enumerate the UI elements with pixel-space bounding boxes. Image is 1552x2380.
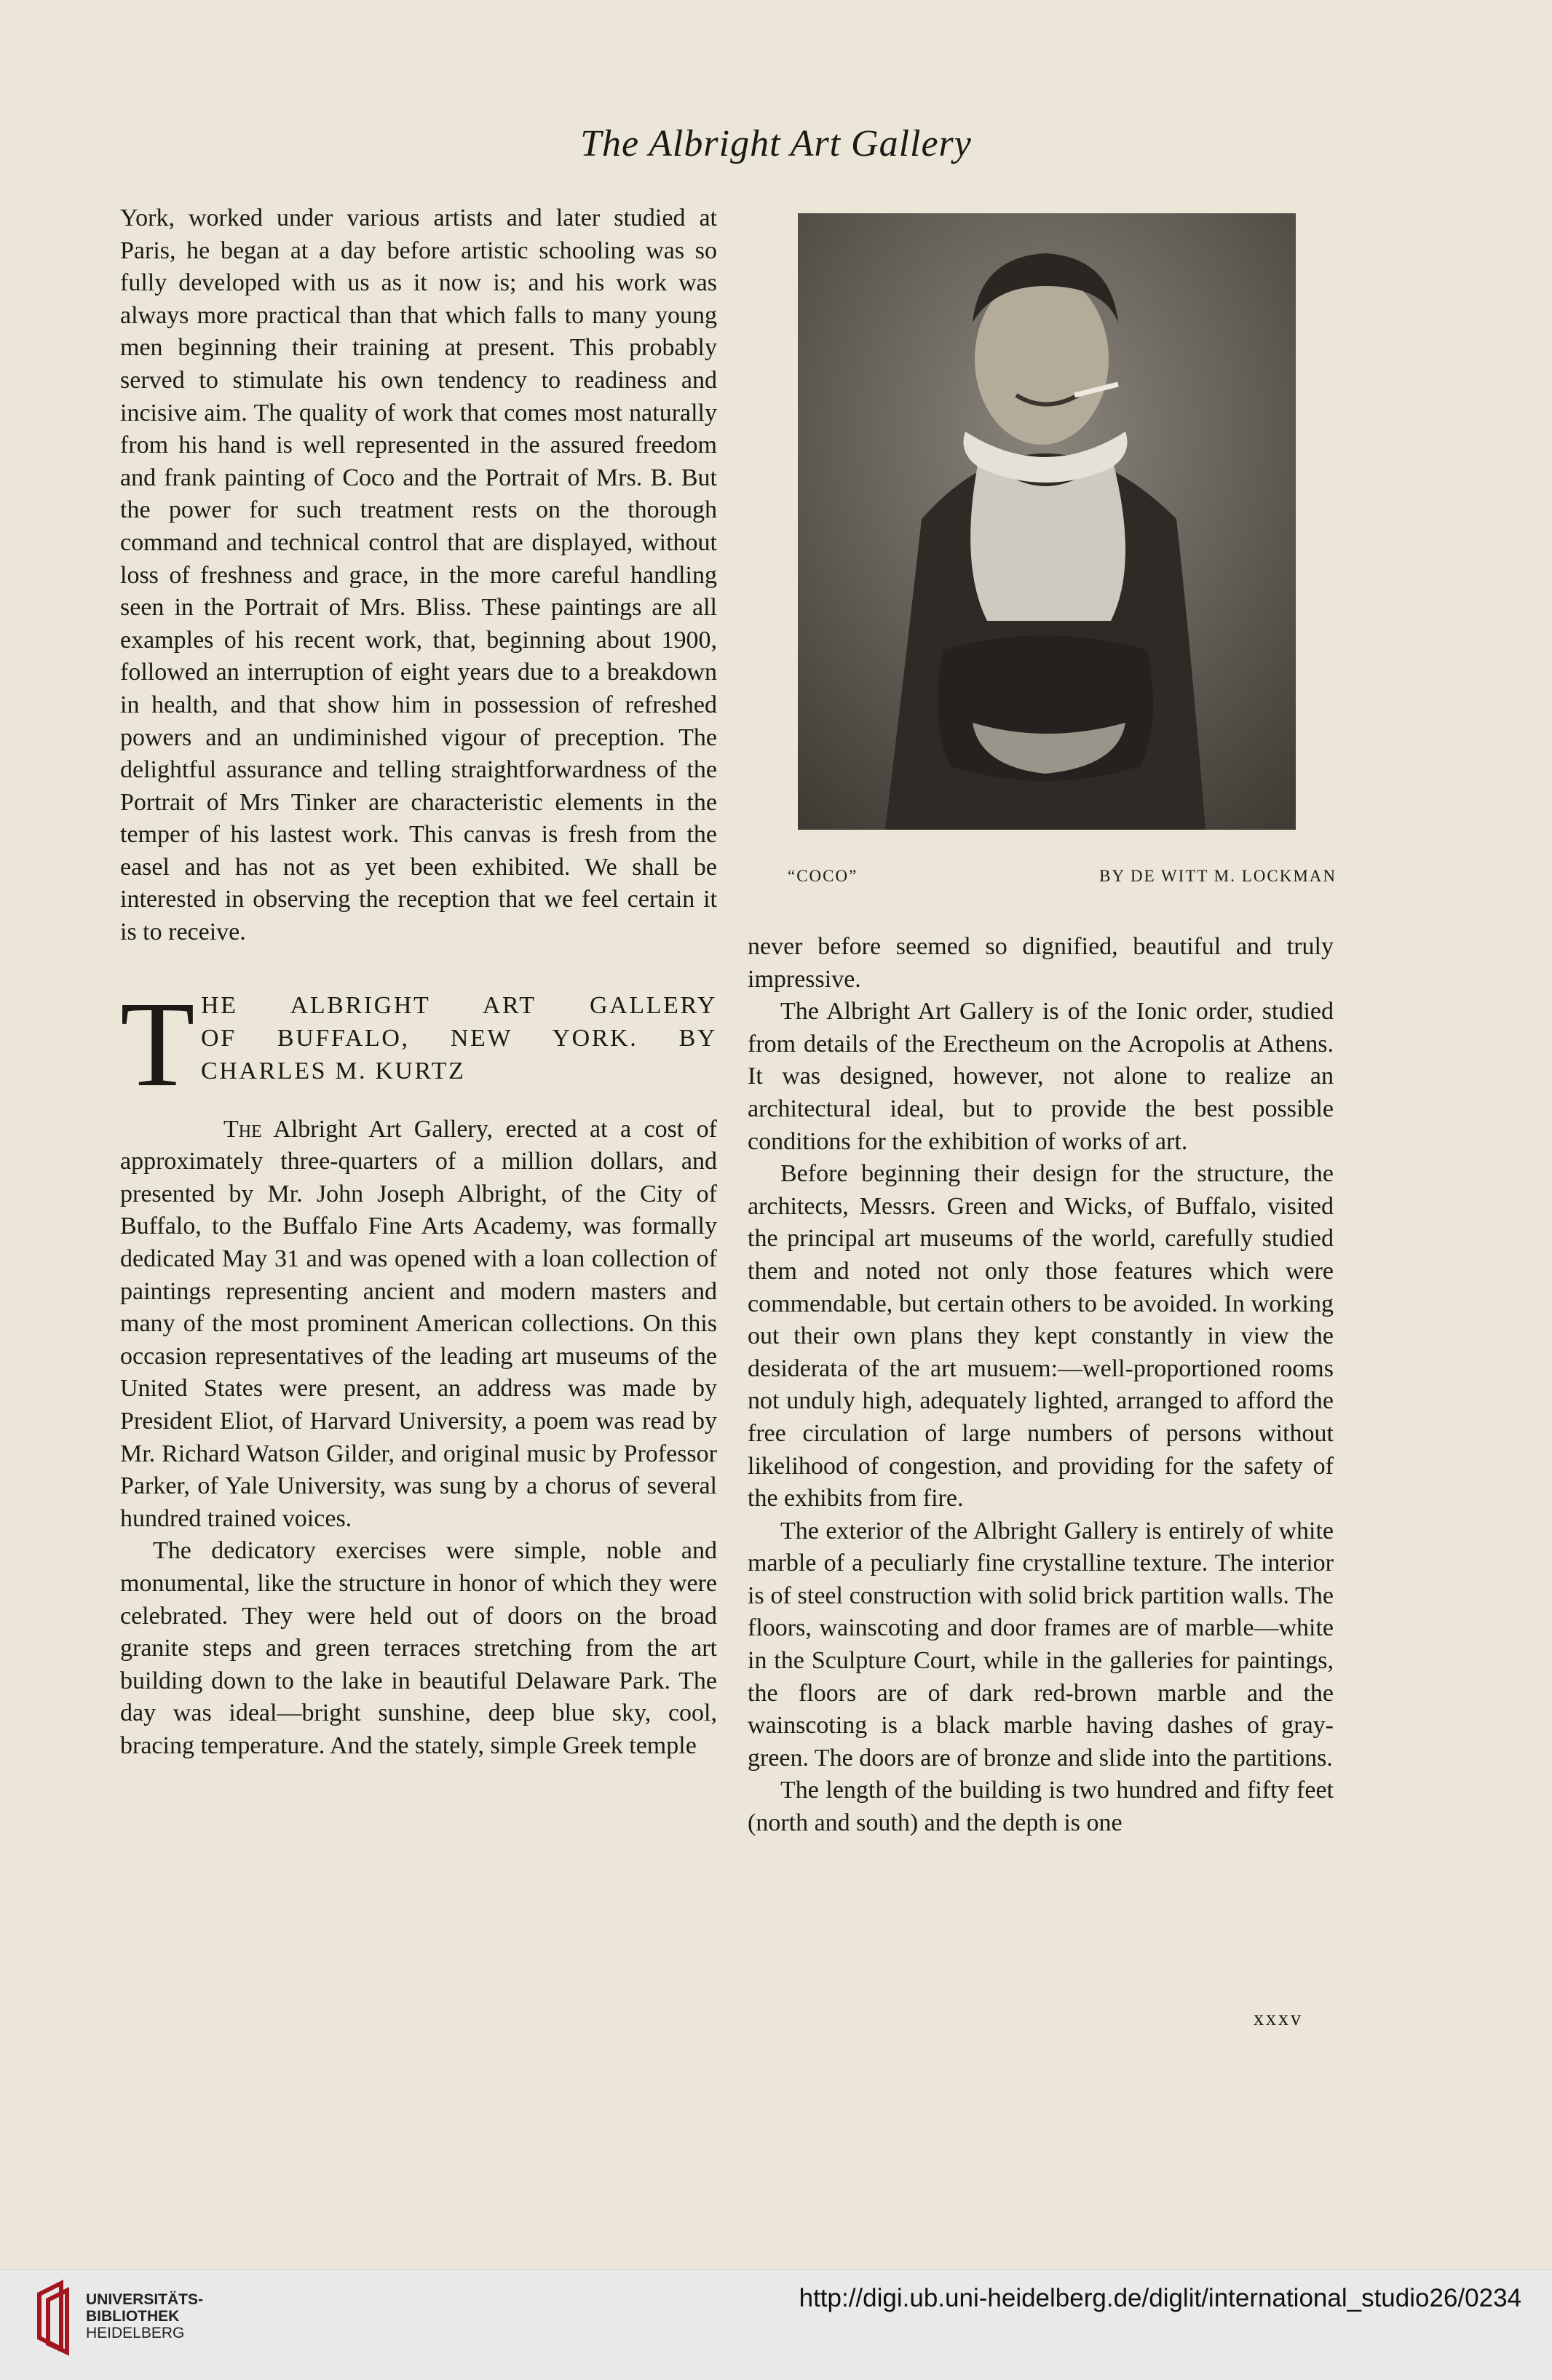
paragraph-continued: York, worked under various artists and later studied at Paris, he began at a day before artistic schooling was so fully developed with us as it now is; and his work was always more practical than that which falls to many young men beginning their training at present. This probably served to stimulate his own tendency to readiness and incisive aim. The quality of work that comes most naturally from his hand is well represented in the assured freedom and frank painting of Coco and the Portrait of Mrs. B. But the power for such treatment rests on the thorough command and technical control that are displayed, without loss of freshness and grace, in the more careful handling seen in the Portrait of Mrs. Bliss. These paintings are all examples of his recent work, that, beginning about 1900, followed an interruption of eight years due to a breakdown in health, and that show him in possession of refreshed powers and an undiminished vigour of preception. The delightful assurance and telling straightforwardness of the Portrait of Mrs Tinker are characteristic elements in the temper of his lastest work. This canvas is fresh from the easel and has not as yet been exhibited. We shall be interested in observing the reception that we feel certain it is to receive. xyxy=(120,205,717,946)
article-paragraph: The Albright Art Gallery is of the Ionic order, studied from details of the Erectheum on the Acropolis at Athens. It was designed, however, not alone to realize an architectural ideal, but to provide the best possible conditions for the exhibition of works of art. xyxy=(748,998,1334,1155)
library-name-line: HEIDELBERG xyxy=(86,2325,185,2341)
article-byline: CHARLES M. KURTZ xyxy=(201,1057,466,1084)
article-paragraph xyxy=(120,1114,717,1536)
article-title xyxy=(201,989,717,1087)
caption-credit: BY DE WITT M. LOCKMAN xyxy=(1099,867,1337,885)
article-paragraph: The length of the building is two hundred and fifty feet (north and south) and the depth is one xyxy=(748,1777,1334,1837)
article-paragraph: The dedicatory exercises were simple, noble and monumental, like the structure in honor of which they were celebrated. They were held out of doors on the broad granite steps and green terraces stretching from the art building down to the lake in beautiful Delaware Park. The day was ideal—bright sunshine, deep blue sky, cool, bracing temperature. And the stately, simple Greek temple xyxy=(120,1537,717,1759)
paragraph-text: Albright Art Gallery, erected at a cost of approximately three-quarters of a million dollars, and presented by Mr. John Joseph Albright, of the City of Buffalo, to the Buffalo Fine Arts Academy, was formally dedicated May 31 and was opened with a loan collection of paintings representing ancient and modern masters and many of the most prominent American collections. On this occasion representatives of the leading art museums of the United States were present, an address was made by President Eliot, of Harvard University, a poem was read by Mr. Richard Watson Gilder, and original music by Professor Parker, of Yale University, was sung by a chorus of several hundred trained voices. xyxy=(120,1115,717,1532)
caption-title: “COCO” xyxy=(788,867,858,885)
right-column xyxy=(748,931,1334,1840)
left-column xyxy=(120,202,717,1763)
page-number: xxxv xyxy=(1254,2007,1303,2030)
painting-illustration xyxy=(798,213,1296,830)
article-heading xyxy=(120,976,717,1112)
library-name xyxy=(86,2291,203,2341)
article-paragraph: never before seemed so dignified, beautiful and truly impressive. xyxy=(748,933,1334,993)
source-url-link[interactable]: http://digi.ub.uni-heidelberg.de/diglit/international_studio26/0234 xyxy=(799,2284,1521,2312)
lead-word: The xyxy=(223,1115,262,1143)
drop-cap: T xyxy=(120,976,195,1112)
portrait-image xyxy=(798,213,1296,830)
article-title-line: OF BUFFALO, NEW YORK. BY xyxy=(201,1024,717,1052)
library-name-line: UNIVERSITÄTS- xyxy=(86,2291,204,2308)
article-paragraph: The exterior of the Albright Gallery is entirely of white marble of a peculiarly fine crystalline texture. The interior is of steel construction with solid brick partition walls. The floors, wainscoting and door frames are of marble—white in the Sculpture Court, while in the galleries for paintings, the floors are of dark red-brown marble and the wainscoting is a black marble having dashes of gray-green. The doors are of bronze and slide into the partitions. xyxy=(748,1517,1334,1772)
library-name-line: BIBLIOTHEK xyxy=(86,2308,180,2325)
running-head: The Albright Art Gallery xyxy=(580,123,972,164)
article-title-line: HE ALBRIGHT ART GALLERY xyxy=(201,991,717,1019)
article-paragraph: Before beginning their design for the structure, the architects, Messrs. Green and Wicks, of Buffalo, visited the principal art museums of the world, carefully studied them and noted not only those features which were commendable, but certain others to be avoided. In working out their own plans they kept constantly in view the desiderata of the art musuem:—well-proportioned rooms not unduly high, adequately lighted, arranged to afford the free circulation of large numbers of persons without likelihood of congestion, and providing for the safety of the exhibits from fire. xyxy=(748,1160,1334,1512)
